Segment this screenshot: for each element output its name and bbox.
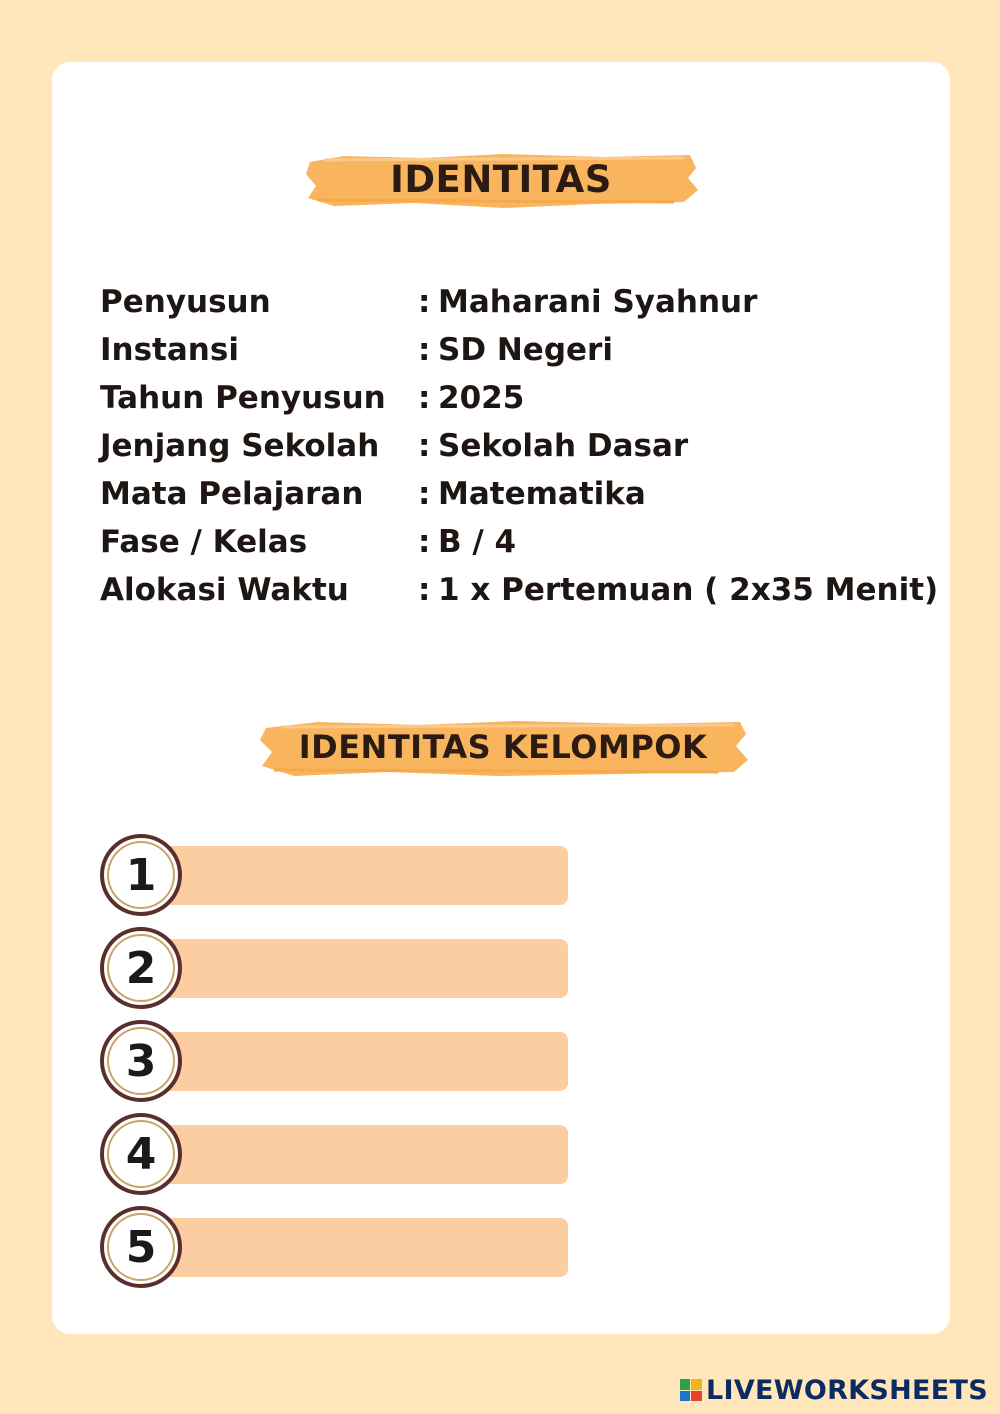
member-row	[100, 1113, 570, 1193]
member-row	[100, 1020, 570, 1100]
member-number-badge: 1	[100, 834, 182, 916]
member-row	[100, 927, 570, 1007]
info-row-jenjang-sekolah	[100, 428, 950, 476]
info-label: Alokasi Waktu	[100, 572, 349, 608]
member-name-input[interactable]	[140, 1125, 568, 1184]
info-separator: :	[418, 572, 431, 608]
info-row-instansi	[100, 332, 950, 380]
info-value: Sekolah Dasar	[438, 428, 689, 464]
brand-name: LIVEWORKSHEETS	[705, 1374, 988, 1406]
info-value: Matematika	[438, 476, 646, 512]
member-name-input[interactable]	[140, 846, 568, 905]
info-value: SD Negeri	[438, 332, 613, 368]
info-label: Jenjang Sekolah	[100, 428, 380, 464]
info-row-alokasi-waktu	[100, 572, 950, 620]
member-number-badge: 4	[100, 1113, 182, 1195]
info-row-tahun-penyusun	[100, 380, 950, 428]
info-value: 1 x Pertemuan ( 2x35 Menit)	[438, 572, 939, 608]
member-number-badge: 5	[100, 1206, 182, 1288]
info-label: Penyusun	[100, 284, 271, 320]
member-row	[100, 1206, 570, 1286]
info-value: Maharani Syahnur	[438, 284, 758, 320]
info-label: Tahun Penyusun	[100, 380, 386, 416]
member-name-input[interactable]	[140, 1218, 568, 1277]
member-row	[100, 834, 570, 914]
info-row-mata-pelajaran	[100, 476, 950, 524]
info-value: 2025	[438, 380, 525, 416]
group-heading: IDENTITAS KELOMPOK	[298, 728, 708, 766]
info-value: B / 4	[438, 524, 517, 560]
info-label: Mata Pelajaran	[100, 476, 364, 512]
identity-info-list	[100, 284, 950, 620]
member-number-badge: 3	[100, 1020, 182, 1102]
member-number-badge: 2	[100, 927, 182, 1009]
info-separator: :	[418, 524, 431, 560]
info-label: Fase / Kelas	[100, 524, 308, 560]
info-row-penyusun	[100, 284, 950, 332]
info-row-fase-kelas	[100, 524, 950, 572]
info-separator: :	[418, 380, 431, 416]
liveworksheets-logo-icon	[680, 1379, 702, 1401]
info-separator: :	[418, 476, 431, 512]
member-name-input[interactable]	[140, 939, 568, 998]
member-name-input[interactable]	[140, 1032, 568, 1091]
info-separator: :	[418, 428, 431, 464]
liveworksheets-logo	[680, 1374, 988, 1406]
info-separator: :	[418, 284, 431, 320]
group-heading-banner	[258, 716, 748, 778]
page-title: IDENTITAS	[390, 157, 612, 201]
info-separator: :	[418, 332, 431, 368]
info-label: Instansi	[100, 332, 239, 368]
identity-heading-banner	[304, 148, 698, 210]
